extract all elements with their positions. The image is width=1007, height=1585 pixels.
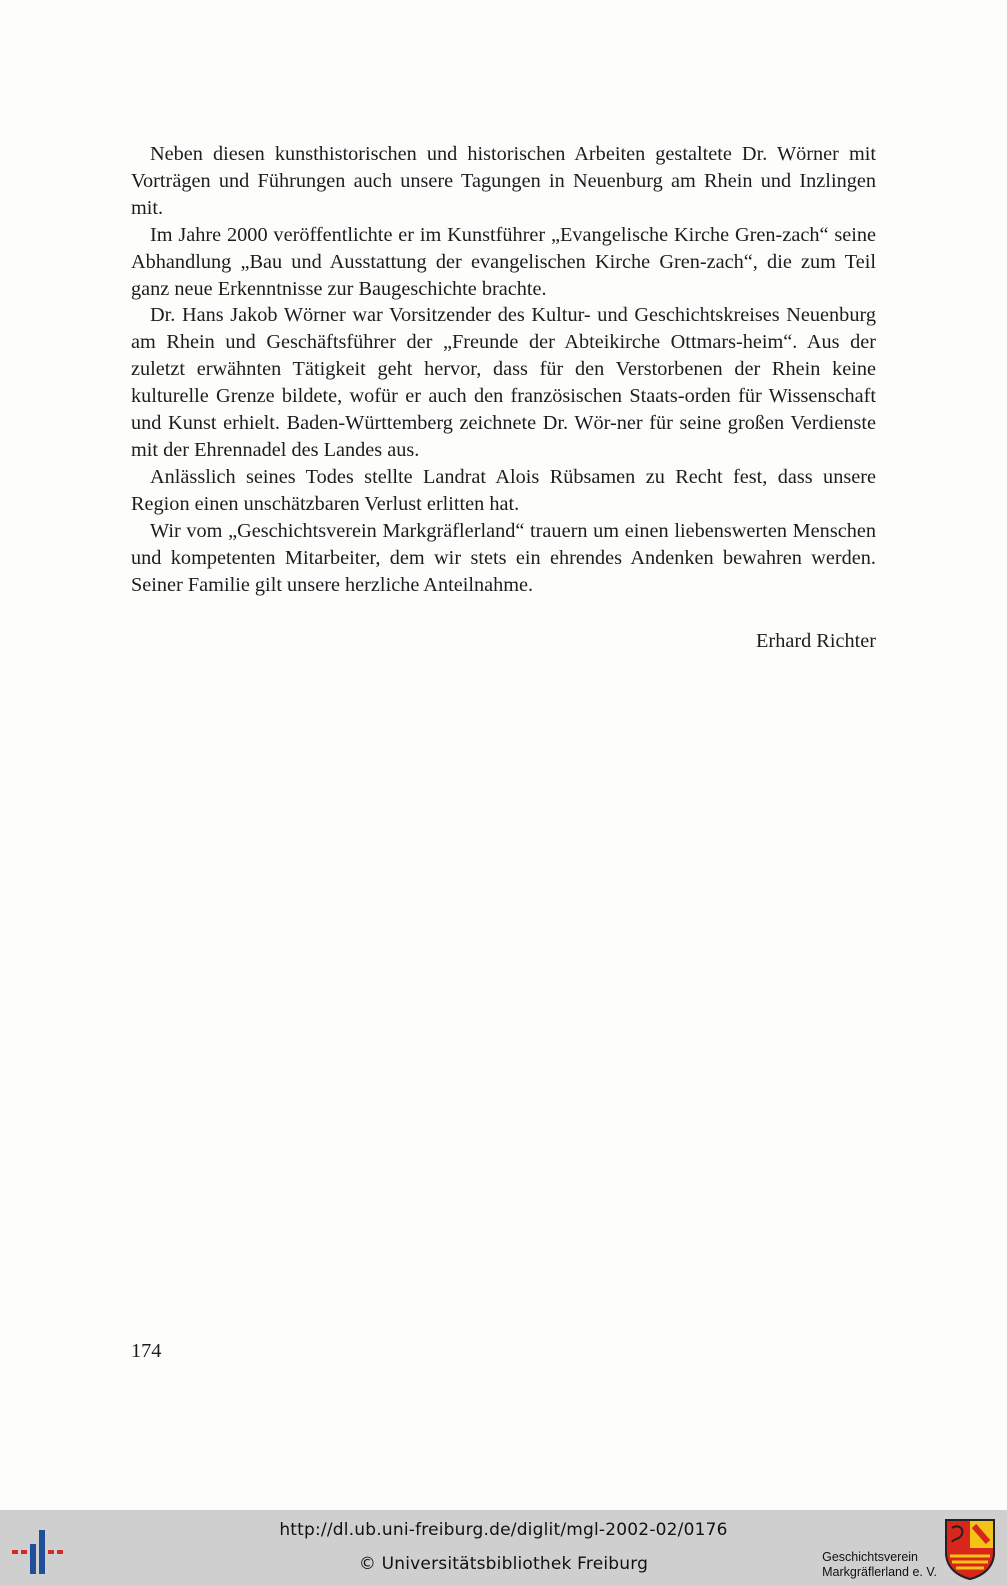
markgraeflerland-crest-icon[interactable] <box>944 1518 996 1580</box>
page-number: 174 <box>131 1340 162 1362</box>
paragraph: Dr. Hans Jakob Wörner war Vorsitzender des Kultur- und Geschichtskreises Neuenburg am Rhein und Geschäftsführer der „Freunde der Abteikirche Ottmars-heim“. Aus der zuletzt erwähnten Tätigkeit geht hervor, dass für den Verstorbenen der Rhein keine kulturelle Grenze bildete, wofür er auch den französischen Staats-orden für Wissenschaft und Kunst erhielt. Baden-Württemberg zeichnete Dr. Wör-ner für seine großen Verdienste mit der Ehrennadel des Landes aus. <box>131 304 876 461</box>
society-name-line2: Markgräflerland e. V. <box>822 1565 937 1579</box>
society-name <box>822 1550 937 1580</box>
document-url-link[interactable]: http://dl.ub.uni-freiburg.de/diglit/mgl-2002-02/0176 <box>279 1520 728 1540</box>
paragraph: Wir vom „Geschichtsverein Markgräflerland“ trauern um einen liebenswerten Menschen und kompetenten Mitarbeiter, dem wir stets ein ehrendes Andenken bewahren werden. Seiner Familie gilt unsere herzliche Anteilnahme. <box>131 519 876 596</box>
paragraph: Neben diesen kunsthistorischen und historischen Arbeiten gestaltete Dr. Wörner mit Vorträgen und Führungen auch unsere Tagungen in Neuenburg am Rhein und Inzlingen mit. <box>131 143 876 219</box>
society-name-line1: Geschichtsverein <box>822 1550 918 1564</box>
paragraph: Im Jahre 2000 veröffentlichte er im Kunstführer „Evangelische Kirche Gren-zach“ seine Abhandlung „Bau und Ausstattung der evangelischen Kirche Gren-zach“, die zum Teil ganz neue Erkenntnisse zur Baugeschichte brachte. <box>131 223 876 300</box>
copyright-notice: © Universitätsbibliothek Freiburg <box>358 1554 649 1574</box>
viewer-footer <box>0 1510 1007 1585</box>
author-signature: Erhard Richter <box>756 630 876 652</box>
paragraph: Anlässlich seines Todes stellte Landrat Alois Rübsamen zu Recht fest, dass unsere Region einen unschätzbaren Verlust erlitten hat. <box>131 465 876 515</box>
body-text <box>131 141 876 598</box>
